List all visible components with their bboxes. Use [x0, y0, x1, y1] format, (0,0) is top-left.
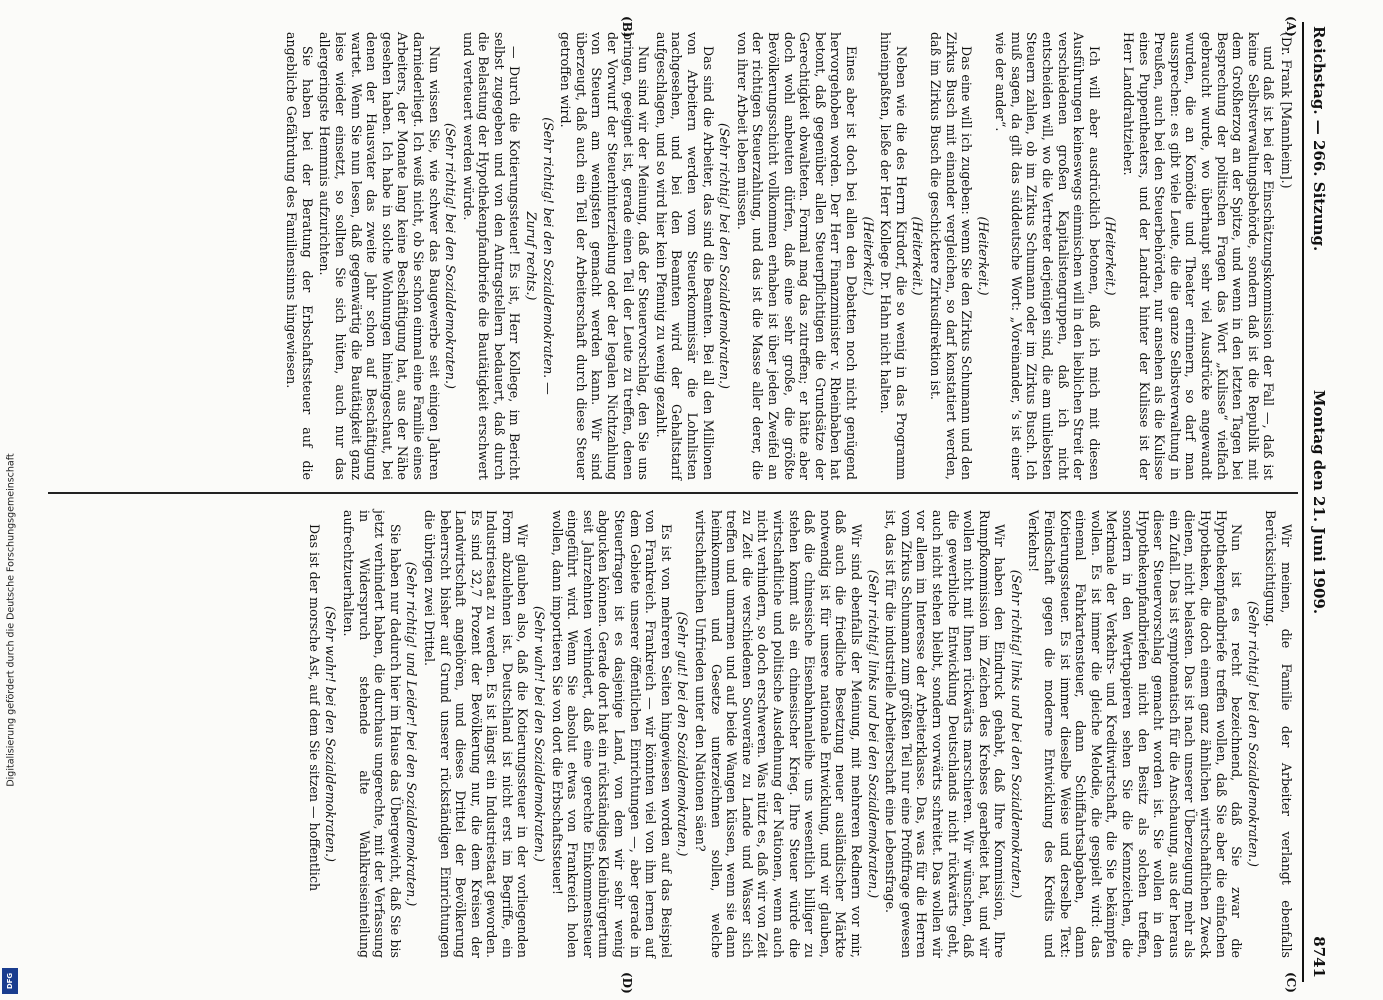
paragraph: Nun wissen Sie, wie schwer das Baugewerbe seit einigen Jahren darniederliegt. Ich weiß nicht, ob Sie schon einmal eine Familie eines Arbeiters, der Monate lang keine Beschäftigung hat, aus der Nähe gesehen haben. Ich habe in solche Wohnungen hineingeschaut, bei denen der Hausvater das zweite Jahr schon auf Beschäftigung wartet. Wenn Sie nun lesen, daß gegenwärtig die Bautätigkeit ganz leise wieder einsetzt, so sollten Sie sich hüten, auch nur das allergeringste Hemmnis aufzurichten.: [317, 32, 442, 480]
margin-letter-b: (B): [620, 16, 634, 38]
dfg-logo: DFG: [2, 968, 18, 994]
paragraph: — Durch die Kotierungssteuer! Es ist, Herr Kollege, im Bericht selbst zugegeben und von den Antragstellern bedauert, daß durch die Belastung der Hypothekenpfandbriefe die Bautätigkeit erschwert und verteuert werden würde.: [460, 32, 523, 480]
interjection: (Heiterkeit.): [975, 216, 991, 296]
credit-strip: [0, 0, 22, 1000]
paragraph: Eines aber ist doch bei allen den Debatten noch nicht genügend hervorgehoben worden. Der Herr Finanzminister v. Rheinbaben hat betont, daß gegenüber allen Steuerpflichtigen die Grundsätze der Gerechtigkeit obwalteten. Formal mag das zutreffen; er hätte aber doch wohl anbeuten dürfen, daß eine sehr große, die größte Bevölkerungsschicht vollkommen erhaben ist über jeden Zweifel an der richtigen Steuerzahlung, und das ist die Masse aller derer, die von ihrer Arbeit leben müssen.: [734, 32, 859, 480]
paragraph: Wir meinen, die Familie der Arbeiter verlangt ebenfalls Berücksichtigung.: [1263, 510, 1294, 958]
interjection: (Heiterkeit.): [860, 216, 876, 296]
interjection: (Sehr richtig! links und bei den Sozialdemokraten.): [1008, 569, 1024, 899]
paragraph: und daß ist bei der Einschätzungskommission der Fall —, daß ist keine Selbstverwaltungsbehörde, sondern daß ist die Republik mit dem Großherzog an der Spitze, und wenn in den letzten Tagen bei Besprechung der politischen Fragen das Wort „Kulisse“ vielfach gebraucht wurde, wo überhaupt sehr viel Ausdrücke angewandt wurden, die an Komödie und Theater erinnern, so darf man aussprechen: es gibt viele Leute, die die ganze Selbstverwaltung in Preußen, auch bei den Steuerbehörden, nur ansehen als die Kulisse eines Puppentheaters, und der Landrat hinter der Kulisse ist der Herr Landdrahtzieher.: [1121, 32, 1277, 480]
rotated-document: [44, 16, 1334, 994]
interjection: Zuruf rechts.): [524, 211, 540, 301]
page-header: [1302, 22, 1334, 982]
margin-letter-d: (D): [620, 972, 634, 994]
interjection: (Heiterkeit.): [1103, 216, 1119, 296]
paragraph: Nun ist es recht bezeichnend, daß Sie zwar die Hypothekenpfandbriefe treffen wollen, daß Sie aber die einfachen Hypotheken, die doch einem ganz ähnlichen wirtschaftlichen Zweck dienen, nicht belasten. Das ist nach unserer Überzeugung mehr als ein Zufall. Das ist symptomatisch für die Anschauung, aus der heraus dieser Steuervorschlag gemacht worden ist. Sie wollen in den Hypothekenpfandbriefen nicht den Besitz als solchen treffen, sondern in den Wertpapieren sehen Sie die Kennzeichen, die Merkmale der Verkehrs- und Kreditwirtschaft, die Sie bekämpfen wollen. Es ist immer die gleiche Melodie, die gespielt wird: das einemal Fahrkartensteuer, dann Schiffahrtsabgaben, dann Kotierungssteuer. Es ist immer dieselbe Weise und derselbe Text: Feindschaft gegen die moderne Entwicklung des Kredits und Verkehrs!: [1026, 510, 1245, 958]
interjection: (Sehr richtig! links und bei den Sozialdemokraten.): [865, 569, 881, 899]
column-divider: [48, 492, 1298, 494]
interjection: (Sehr wahr! bei den Sozialdemokraten.): [323, 606, 339, 862]
paragraph: Nun sind wir der Meinung, daß der Steuervorschlag, den Sie uns bringen, geeignet ist, gerade einen Teil der Leute zu treffen, denen der Vorwurf der Steuerhinterziehung oder der legalen Nichtzahlung von Steuern am wenigsten gemacht werden kann. Wir sind überzeugt, daß auch ein Teil der Arbeiterschaft durch diese Steuer getroffen wird.: [558, 32, 652, 480]
interjection: (Heiterkeit.): [910, 216, 926, 296]
paragraph: Das sind die Arbeiter, das sind die Beamten. Bei all den Millionen von Arbeitern werden vom Steuerkommissär die Lohnlisten nachgesehen, und bei den Beamten wird der Gehaltstarif aufgeschlagen, und so wird hier kein Pfennig zu wenig gezahlt.: [653, 32, 716, 480]
paragraph: Neben wie die des Herrn Kirdorf, die so wenig in das Programm hineinpaßten, ließe der Herr Kollege Dr. Hahn nicht halten.: [878, 32, 909, 480]
interjection: (Sehr gut! bei den Sozialdemokraten.): [675, 611, 691, 857]
paragraph: Sie haben bei der Beratung der Erbschaftssteuer auf die angebliche Gefährdung des Familiensinns hingewiesen.: [284, 32, 315, 480]
paragraph: Es ist von mehreren Seiten hingewiesen worden auf das Beispiel von Frankreich. Frankreich — wir könnten viel von ihm lernen auf dem Gebiete unserer öffentlichen Einrichtungen —, aber gerade in Steuerfragen ist es dasjenige Land, von dem wir sehr wenig abgucken können. Gerade dort hat ein rückständiges Kleinbürgertum seit Jahrzehnten verhindert, daß eine gerechte Einkommensteuer eingeführt wird. Wenn Sie absolut etwas von Frankreich holen wollen, dann importieren Sie von dort die Erbschaftssteuer!: [549, 510, 674, 958]
margin-letter-c: (C): [1284, 972, 1298, 993]
speaker-name: (Dr. Frank [Mannheim].): [1279, 32, 1294, 189]
left-column: [282, 32, 1294, 480]
page-number: 8741: [1310, 936, 1328, 978]
right-column: [304, 510, 1294, 958]
paragraph: Wir sind ebenfalls der Meinung, mit mehreren Rednern vor mir, daß auch die friedliche Besetzung neuer ausländischer Märkte notwendig ist für unsere nationale Entwicklung, und wir glauben, daß die chinesische Eisenbahnanleihe uns wesentlich billiger zu stehen kommt als ein chinesischer Krieg. Ihre Steuer würde die wirtschaftliche und politische Ausdehnung der Nationen, wenn auch nicht verhindern, so doch erschweren. Was nützt es, daß wir von Zeit zu Zeit die verschiedenen Souveräne zu Lande und Wasser sich treffen und umarmen und auf beide Wangen küssen, wenn sie dann heimkommen und Gesetze unterzeichnen sollen, welche wirtschaftlichen Unfrieden unter den Nationen säen?: [693, 510, 864, 958]
margin-letter-a: (A): [1284, 16, 1298, 37]
paragraph: Das ist der morsche Ast, auf dem Sie sitzen — hoffentlich: [306, 524, 322, 892]
header-date: Montag den 21. Juni 1909.: [1310, 389, 1328, 615]
interjection: (Sehr richtig! bei den Sozialdemokraten. —: [540, 117, 556, 395]
interjection: (Sehr wahr! bei den Sozialdemokraten.): [532, 606, 548, 862]
paragraph: Wir haben den Eindruck gehabt, daß Ihre Kommission, Ihre Rumpfkommission im Zeichen des Krebses gearbeitet hat, und wir wollen nicht mit Ihnen rückwärts marschieren. Wir wünschen, daß die gewerbliche Entwicklung Deutschlands nicht rückwärts geht, auch nicht stehen bleibt, sondern vorwärts schreitet. Das wollen wir vor allem im Interesse der Arbeiterklasse. Das, was für die Herren vom Zirkus Schumann zum größten Teil nur eine Profitfrage gewesen ist, das ist für die industrielle Arbeiterschaft eine Lebensfrage.: [883, 510, 1008, 958]
header-left: Reichstag. — 266. Sitzung.: [1310, 26, 1328, 252]
paragraph: Das eine will ich zugeben: wenn Sie den Zirkus Schumann und den Zirkus Busch mit einander vergleichen, so darf konstatiert werden, daß im Zirkus Busch die geschicktere Zirkusdirektion ist.: [927, 32, 975, 480]
digitization-credit: Digitalisierung gefördert durch die Deutsche Forschungsgemeinschaft: [5, 453, 17, 787]
interjection: (Sehr richtig! bei den Sozialdemokraten.): [1245, 601, 1261, 867]
paragraph: Wir glauben also, daß die Kotierungssteuer in der vorliegenden Form abzulehnen ist. Deutschland ist nicht erst im Begriffe, ein Industriestaat zu werden. Es ist längst ein Industriestaat geworden. Es sind 32,7 Prozent der Bevölkerung nur, die dem Kreisen der Landwirtschaft angehören, und dieses Drittel der Bevölkerung beherrscht bisher auf Grund unserer rückständigen Einrichtungen die übrigen zwei Drittel.: [421, 510, 531, 958]
interjection: (Sehr richtig! bei den Sozialdemokraten.): [443, 123, 459, 389]
paragraph: Ich will aber ausdrücklich betonen, daß ich mich mit diesen Ausführungen keineswegs einmischen will in den lieblichen Streit der verschiedenen großen Kapitalistengruppen, daß ich nicht entscheiden will, wo die Vertreter derjenigen sind, die am unliebsten Steuern zahlen, ob im Zirkus Schumann oder im Zirkus Busch. Ich muß sagen, da gilt das süddeutsche Wort: „Voreinander, ’s ist einer wie der ander“.: [993, 32, 1102, 480]
paragraph: Sie haben nur dadurch hier im Hause das Übergewicht, daß Sie bis jetzt verhindert haben, die durchaus ungerechte, mit der Verfassung in Widerspruch stehende alte Wahlkreiseinteilung aufrechtzuerhalten.: [340, 510, 403, 958]
interjection: (Sehr richtig! bei den Sozialdemokraten.): [717, 123, 733, 389]
interjection: (Sehr richtig! und Leider! bei den Sozialdemokraten.): [404, 561, 420, 907]
